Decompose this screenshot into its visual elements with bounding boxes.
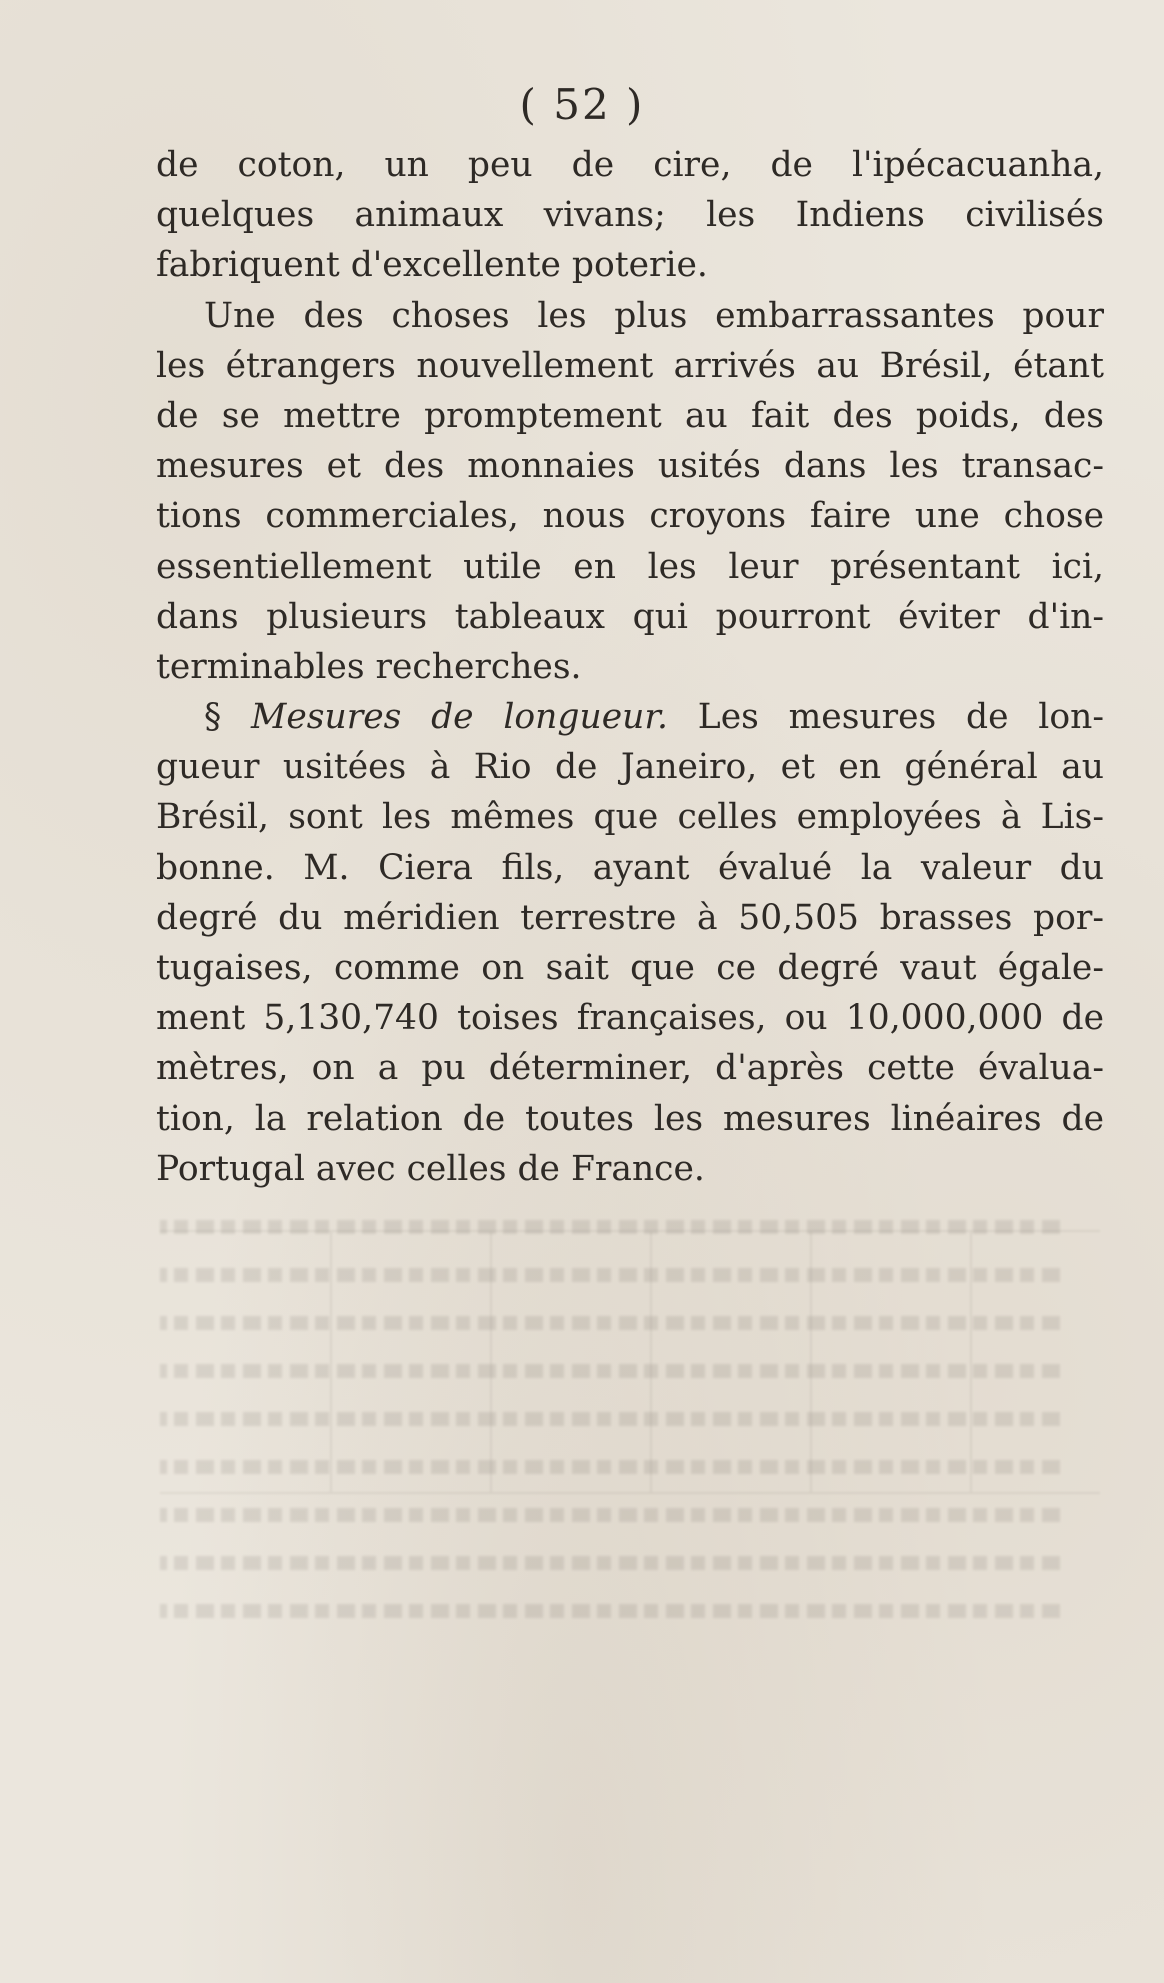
text-line: tion, la relation de toutes les mesures linéaires de [156, 1098, 1104, 1139]
text-line: de se mettre promptement au fait des poids, des [156, 395, 1104, 436]
paragraph-2 [156, 291, 1104, 693]
text-line: fabriquent d'excellente poterie. [156, 245, 708, 286]
text-line: mesures et des monnaies usités dans les transac- [156, 446, 1104, 487]
text-line: essentiellement utile en les leur présentant ici, [156, 546, 1104, 587]
text-line: les étrangers nouvellement arrivés au Brésil, étant [156, 345, 1104, 386]
paragraph-1 [156, 140, 1104, 291]
section-mark: § [204, 697, 222, 738]
text-line: Brésil, sont les mêmes que celles employées à Lis- [156, 797, 1104, 838]
text-line: terminables recherches. [156, 646, 582, 687]
page-body [156, 140, 1104, 1194]
text-line: dans plusieurs tableaux qui pourront éviter d'in- [156, 596, 1104, 637]
text-line: quelques animaux vivans; les Indiens civilisés [156, 195, 1104, 236]
page-number: ( 52 ) [519, 80, 645, 129]
text-line: Une des choses les plus embarrassantes pour [204, 295, 1104, 336]
section-title: Mesures de longueur. [251, 697, 668, 738]
text-line: mètres, on a pu déterminer, d'après cette évalua- [156, 1048, 1104, 1089]
bleed-through-text [160, 1220, 1060, 1910]
text-line: degré du méridien terrestre à 50,505 brasses por- [156, 897, 1104, 938]
section-first-line: Les mesures de lon- [697, 697, 1104, 738]
text-line: tugaises, comme on sait que ce degré vaut égale- [156, 948, 1104, 988]
text-line: bonne. M. Ciera fils, ayant évalué la valeur du [156, 847, 1104, 888]
text-line: Portugal avec celles de France. [156, 1148, 705, 1189]
text-line: ment 5,130,740 toises françaises, ou 10,000,000 de [156, 998, 1104, 1039]
section-heading-line [156, 692, 1104, 742]
text-line: gueur usitées à Rio de Janeiro, et en général au [156, 747, 1104, 788]
text-line: de coton, un peu de cire, de l'ipécacuanha, [156, 145, 1104, 185]
text-line: tions commerciales, nous croyons faire une chose [156, 496, 1104, 537]
paragraph-3 [156, 692, 1104, 1194]
